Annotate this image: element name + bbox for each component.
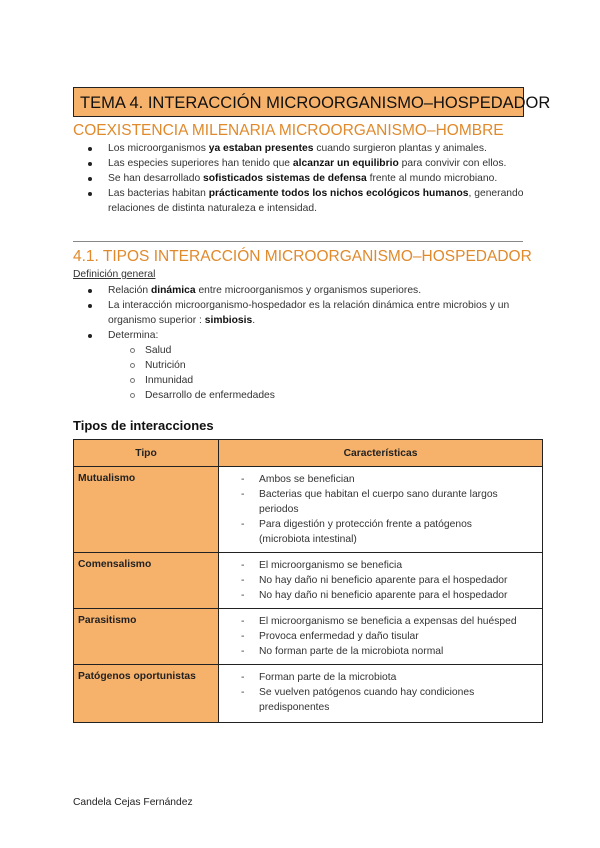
bold-text: alcanzar un equilibrio: [292, 158, 399, 169]
text: Relación: [108, 285, 151, 296]
list-item: - Para digestión y protección frente a patógenos (microbiota intestinal): [239, 517, 509, 547]
list-item: - No forman parte de la microbiota normal: [239, 644, 538, 659]
tipos-heading: Tipos de interacciones: [73, 418, 214, 433]
definicion-subheading: Definición general: [73, 269, 156, 280]
text: entre microorganismos y organismos superiores.: [195, 285, 422, 296]
list-item: [73, 298, 543, 328]
caracteristicas-cell: [219, 609, 543, 665]
list-item: - Forman parte de la microbiota: [239, 670, 538, 685]
bold-text: dinámica: [150, 285, 196, 296]
table-row: [74, 553, 543, 609]
coexistencia-list: [73, 141, 543, 216]
tipo-cell: Mutualismo: [74, 467, 219, 553]
header-caracteristicas: Características: [219, 440, 543, 467]
table-row: [74, 665, 543, 723]
list-item: - El microorganismo se beneficia: [239, 558, 538, 573]
list-item: [73, 171, 543, 186]
list-item: [73, 186, 543, 216]
bold-text: ya estaban presentes: [208, 143, 314, 154]
text: , generando relaciones de distinta naturaleza e intensidad.: [108, 188, 524, 214]
list-item: - Bacterias que habitan el cuerpo sano durante largos periodos: [239, 487, 509, 517]
list-item: Desarrollo de enfermedades: [130, 388, 275, 403]
text: Los microorganismos: [108, 143, 209, 154]
header-tipo: Tipo: [74, 440, 219, 467]
coexistencia-heading: COEXISTENCIA MILENARIA MICROORGANISMO–HOMBRE: [73, 122, 504, 139]
text: cuando surgieron plantas y animales.: [313, 143, 487, 154]
text: frente al mundo microbiano.: [366, 173, 498, 184]
bold-text: sofisticados sistemas de defensa: [203, 173, 367, 184]
list-item: - Ambos se benefician: [239, 472, 538, 487]
section-41-heading: 4.1. TIPOS INTERACCIÓN MICROORGANISMO–HOSPEDADOR: [73, 248, 532, 265]
footer-author: Candela Cejas Fernández: [73, 797, 193, 808]
text: Se han desarrollado: [108, 173, 204, 184]
text: La interacción microorganismo-hospedador es la relación dinámica entre microbios y un organismo superior :: [108, 300, 510, 326]
caracteristicas-cell: [219, 665, 543, 723]
document-title: TEMA 4. INTERACCIÓN MICROORGANISMO–HOSPEDADOR: [80, 94, 551, 112]
table-row: [74, 467, 543, 553]
list-item: [73, 328, 543, 343]
list-item: - No hay daño ni beneficio aparente para el hospedador: [239, 573, 538, 588]
table-row: [74, 609, 543, 665]
document-title-box: [73, 87, 551, 117]
bold-text: simbiosis: [204, 315, 253, 326]
list-item: Nutrición: [130, 358, 275, 373]
text: para convivir con ellos.: [398, 158, 507, 169]
determina-list: [130, 343, 275, 403]
tipo-cell: Patógenos oportunistas: [74, 665, 219, 723]
caracteristicas-cell: [219, 553, 543, 609]
bold-text: prácticamente todos los nichos ecológicos humanos: [208, 188, 469, 199]
list-item: - No hay daño ni beneficio aparente para el hospedador: [239, 588, 538, 603]
caracteristicas-cell: [219, 467, 543, 553]
text: .: [252, 315, 256, 326]
list-item: Inmunidad: [130, 373, 275, 388]
text: Las bacterias habitan: [108, 188, 209, 199]
list-item: - Provoca enfermedad y daño tisular: [239, 629, 538, 644]
list-item: [73, 283, 543, 298]
definicion-list: [73, 283, 543, 343]
divider: [73, 241, 523, 242]
list-item: - Se vuelven patógenos cuando hay condiciones predisponentes: [239, 685, 509, 715]
tipo-cell: Parasitismo: [74, 609, 219, 665]
interacciones-table: [73, 439, 543, 723]
table-header-row: [74, 440, 543, 467]
text: Las especies superiores han tenido que: [108, 158, 293, 169]
list-item: Salud: [130, 343, 275, 358]
list-item: - El microorganismo se beneficia a expensas del huésped: [239, 614, 538, 629]
list-item: [73, 141, 543, 156]
list-item: [73, 156, 543, 171]
text: Determina:: [108, 330, 159, 341]
tipo-cell: Comensalismo: [74, 553, 219, 609]
